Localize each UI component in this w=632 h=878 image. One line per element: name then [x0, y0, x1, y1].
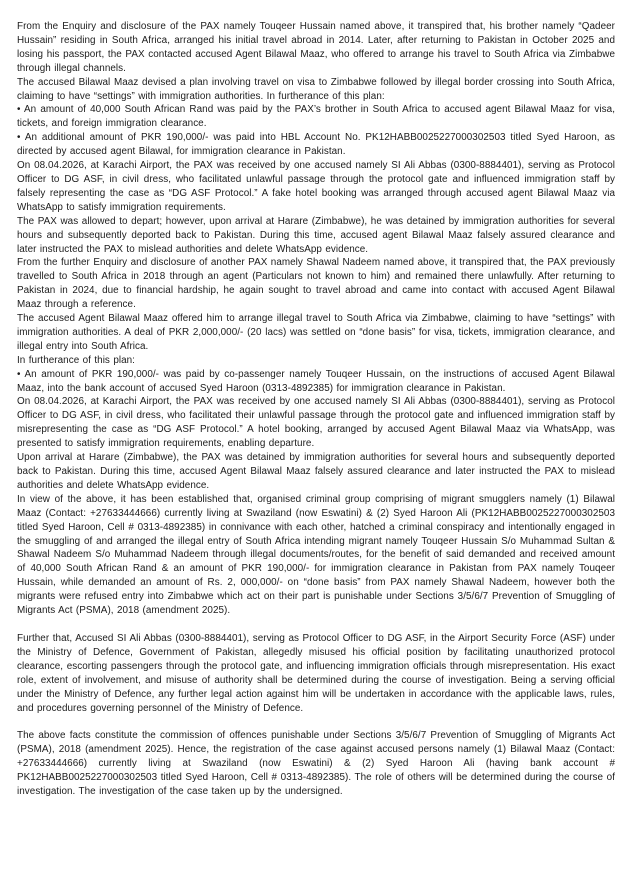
paragraph-harare-deportation-2: Upon arrival at Harare (Zimbabwe), the PAX was detained by immigration authorities for several hours and subsequently deported back to Pakistan. During this time, accused Agent Bilawal Maaz falsely assured clearance and later instructed the PAX to mislead authorities and delete WhatsApp evidence.	[17, 452, 615, 491]
paragraph-established-conspiracy: In view of the above, it has been established that, organised criminal group comprising of migrant smugglers namely (1) Bilawal Maaz (Contact: +27633444666) currently living at Swaziland (now Eswatini) & (2) Syed Haroon Ali (PK12HABB0025227000302503 titled Syed Haroon, Cell # 0313-4892385) in connivance with each other, hatched a criminal conspiracy and intentionally engaged in the smuggling of and arranged the illegal entry of South Africa intending migrant namely Touqeer Hussain S/o Muhammad Sultan & Shawal Nadeem S/o Muhammad Nadeem through illegal documents/routes, for the benefit of said demanded and received amount of 40,000 South African Rand & an amount of PKR 190,000/- for immigration clearance in Pakistan from PAX namely Touqeer Hussain, while demanded an amount of Rs. 2, 000,000/- on “done basis” from PAX namely Shawal Nadeem, however both the migrants were refused entry into Zimbabwe which act on their part is punishable under Sections 3/5/6/7 Prevention of Smuggling of Migrants Act (PSMA), 2018 (amendment 2025).	[17, 493, 615, 617]
bullet-pkr-payment: • An additional amount of PKR 190,000/- was paid into HBL Account No. PK12HABB0025227000302503 titled Syed Haroon, as directed by accused agent Bilawal, for immigration clearance in Pakistan.	[17, 132, 615, 158]
bullet-copassenger-payment: • An amount of PKR 190,000/- was paid by co-passenger namely Touqeer Hussain, on the instructions of accused Agent Bilawal Maaz, into the bank account of accused Syed Haroon (0313-4892385) for immigration clearance in Pakistan.	[17, 368, 615, 394]
paragraph-enquiry-shawal: From the further Enquiry and disclosure of another PAX namely Shawal Nadeem named above, it transpired that, the PAX previously travelled to South Africa in 2018 through an agent (Particulars not known to him) and remained there unlawfully. After returning to Pakistan in 2024, due to financial hardship, he again sought to travel abroad and came into contact with accused Agent Bilawal Maaz through a reference.	[17, 257, 615, 311]
paragraph-plan-devised: The accused Bilawal Maaz devised a plan involving travel on visa to Zimbabwe followed by illegal border crossing into South Africa, claiming to have “settings” with immigration authorities. In furtherance of this plan:	[17, 76, 615, 102]
paragraph-case-registration: The above facts constitute the commission of offences punishable under Sections 3/5/6/7 Prevention of Smuggling of Migrants Act (PSMA), 2018 (amendment 2025). Hence, the registration of the case against accused persons namely (1) Bilawal Maaz (Contact: +27633444666) currently living at Swaziland (now Eswatini) & (2) Syed Haroon Ali (having bank account # PK12HABB0025227000302503 titled Syed Haroon, Cell # 0313-4892385). The role of others will be determined during the course of investigation. The investigation of the case taken up by the undersigned.	[17, 730, 615, 798]
paragraph-asf-official: Further that, Accused SI Ali Abbas (0300-8884401), serving as Protocol Officer to DG ASF, in the Airport Security Force (ASF) under the Ministry of Defence, Government of Pakistan, allegedly misused his official position by facilitating unauthorized protocol clearance, escorting passengers through the protocol gate, and influencing immigration officials through misrepresentation. His exact role, extent of involvement, and misuse of authority shall be determined during the course of investigation. Being a serving official under the Ministry of Defence, any further legal action against him will be undertaken in accordance with the applicable laws, rules, and procedures governing personnel of the Ministry of Defence.	[17, 632, 615, 714]
paragraph-deal-20-lacs: The accused Agent Bilawal Maaz offered him to arrange illegal travel to South Africa via Zimbabwe, claiming to have “settings” with immigration authorities. A deal of PKR 2,000,000/- (20 lacs) was settled on “done basis” for visa, tickets, immigration clearance, and illegal entry into South Africa.	[17, 313, 615, 352]
paragraph-harare-deportation-1: The PAX was allowed to depart; however, upon arrival at Harare (Zimbabwe), he was detained by immigration authorities for several hours and subsequently deported back to Pakistan. During this time, accused agent Bilawal Maaz falsely assured clearance and later instructed the PAX to mislead authorities and delete WhatsApp evidence.	[17, 215, 615, 255]
bullet-rand-payment: • An amount of 40,000 South African Rand was paid by the PAX’s brother in South Africa to accused agent Bilawal Maaz for visa, tickets, and foreign immigration clearance.	[17, 104, 615, 130]
paragraph-furtherance-of-plan: In furtherance of this plan:	[17, 354, 135, 366]
paragraph-enquiry-touqeer: From the Enquiry and disclosure of the PAX namely Touqeer Hussain named above, it transpired that, his brother namely “Qadeer Hussain” residing in South Africa, arranged his initial travel abroad in 2014. Later, after returning to Pakistan in October 2025 and losing his passport, the PAX contacted accused Agent Bilawal Maaz, who offered to arrange his travel to South Africa via Zimbabwe through illegal channels.	[17, 21, 615, 74]
paragraph-karachi-airport-2: On 08.04.2026, at Karachi Airport, the PAX was received by one accused namely SI Ali Abbas (0300-8884401), serving as Protocol Officer to DG ASF, in civil dress, who facilitated their unlawful passage through the protocol gate and influenced immigration staff by misrepresenting the case as “DG ASF Protocol.” A hotel booking, arranged by accused Agent Bilawal Maaz via WhatsApp, was presented to satisfy immigration requirements, enabling departure.	[17, 396, 615, 450]
paragraph-karachi-airport-1: On 08.04.2026, at Karachi Airport, the PAX was received by one accused namely SI Ali Abbas (0300-8884401), serving as Protocol Officer to DG ASF, in civil dress, who facilitated unlawful passage through the protocol gate and influenced immigration staff by falsely representing the case as “DG ASF Protocol.” A fake hotel booking was arranged through accused agent Bilawal Maaz via WhatsApp to satisfy immigration requirements.	[17, 160, 615, 213]
